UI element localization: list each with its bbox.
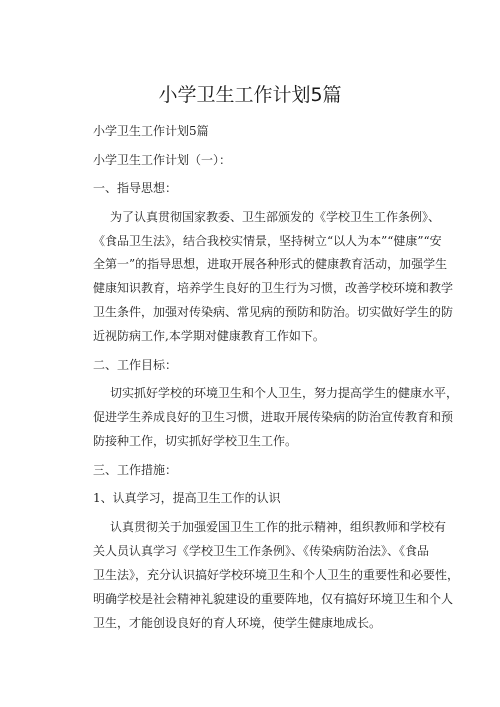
- paragraph-line: 卫生法》，充分认识搞好学校环境卫生和个人卫生的重要性和必要性，: [93, 568, 460, 582]
- document-subtitle: 小学卫生工作计划5篇: [93, 124, 209, 138]
- paragraph-line: 为了认真贯彻国家教委、卫生部颁发的《学校卫生工作条例》、: [110, 210, 441, 224]
- paragraph-line: 防接种工作，切实抓好学校卫生工作。: [93, 434, 298, 448]
- paragraph-line: 卫生，才能创设良好的育人环境，使学生健康地成长。: [93, 616, 382, 630]
- paragraph-line: 促进学生养成良好的卫生习惯，进取开展传染病的防治宣传教育和预: [93, 410, 454, 424]
- document-title: 小学卫生工作计划5篇: [158, 84, 342, 106]
- paragraph-line: 切实抓好学校的环境卫生和个人卫生，努力提高学生的健康水平，: [110, 386, 459, 400]
- paragraph-line: 卫生条件，加强对传染病、常见病的预防和防治。切实做好学生的防: [93, 305, 454, 319]
- section-title: 小学卫生工作计划（一）：: [93, 153, 232, 167]
- paragraph-line: 《食品卫生法》，结合我校实情景，坚持树立“以人为本”“健康”“安: [93, 234, 442, 248]
- subheading-study: 1、认真学习，提高卫生工作的认识: [93, 491, 281, 505]
- paragraph-line: 健康知识教育，培养学生良好的卫生行为习惯，改善学校环境和教学: [93, 281, 454, 295]
- paragraph-line: 关人员认真学习《学校卫生工作条例》、《传染病防治法》、《食品: [93, 544, 430, 558]
- heading-work-goals: 二、工作目标：: [93, 358, 178, 372]
- paragraph-line: 全第一”的指导思想，进取开展各种形式的健康教育活动，加强学生: [93, 257, 448, 271]
- paragraph-line: 明确学校是社会精神礼貌建设的重要阵地，仅有搞好环境卫生和个人: [93, 592, 454, 606]
- paragraph-line: 认真贯彻关于加强爱国卫生工作的批示精神，组织教师和学校有: [110, 520, 447, 534]
- heading-guiding-ideology: 一、指导思想：: [93, 181, 178, 195]
- heading-work-measures: 三、工作措施：: [93, 463, 178, 477]
- paragraph-line: 近视防病工作,本学期对健康教育工作如下。: [93, 329, 325, 343]
